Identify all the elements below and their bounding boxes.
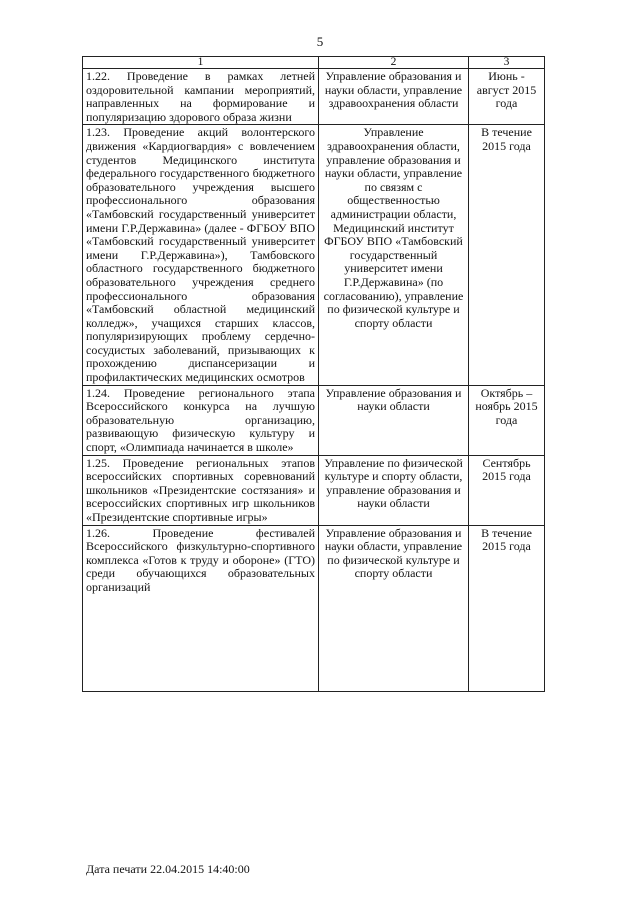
print-date: Дата печати 22.04.2015 14:40:00 xyxy=(86,862,250,876)
table-row xyxy=(83,455,545,525)
table-row xyxy=(83,125,545,385)
table-row xyxy=(83,69,545,125)
column-header-2: 2 xyxy=(319,57,469,69)
activity-cell: 1.24. Проведение регионального этапа Всероссийского конкурса на лучшую образовательную организацию, развивающую физическую культуру и спорт, «Олимпиада начинается в школе» xyxy=(83,385,319,455)
table-header-row xyxy=(83,57,545,69)
responsible-cell: Управление по физической культуре и спорту области, управление образования и науки области xyxy=(319,455,469,525)
column-header-1: 1 xyxy=(83,57,319,69)
period-cell: Октябрь – ноябрь 2015 года xyxy=(469,385,545,455)
period-cell: Сентябрь 2015 года xyxy=(469,455,545,525)
table-row xyxy=(83,385,545,455)
responsible-cell: Управление здравоохранения области, управление образования и науки области, управление по связям с общественностью администрации области, Медицинский институт ФГБОУ ВПО «Тамбовский государственный университет имени Г.Р.Державина» (по согласованию), управление по физической культуре и спорту области xyxy=(319,125,469,385)
table-row xyxy=(83,525,545,691)
activity-cell: 1.23. Проведение акций волонтерского движения «Кардиогвардия» с вовлечением студентов Медицинского института федерального государственного бюджетного образовательного учреждения высшего профессионального образования «Тамбовский государственный университет имени Г.Р.Державина» (далее - ФГБОУ ВПО «Тамбовский государственный университет имени Г.Р.Державина»), Тамбовского областного государственного бюджетного образовательного учреждения среднего профессионального образования «Тамбовский областной медицинский колледж», учащихся старших классов, популяризирующих проблему сердечно-сосудистых заболеваний, призывающих к прохождению диспансеризации и профилактических медицинских осмотров xyxy=(83,125,319,385)
period-cell: В течение 2015 года xyxy=(469,125,545,385)
page-number: 5 xyxy=(316,34,324,49)
responsible-cell: Управление образования и науки области xyxy=(319,385,469,455)
period-cell: Июнь - август 2015 года xyxy=(469,69,545,125)
column-header-3: 3 xyxy=(469,57,545,69)
period-cell: В течение 2015 года xyxy=(469,525,545,691)
activities-table xyxy=(82,56,545,692)
responsible-cell: Управление образования и науки области, управление здравоохранения области xyxy=(319,69,469,125)
activity-cell: 1.26. Проведение фестивалей Всероссийского физкультурно-спортивного комплекса «Готов к труду и обороне» (ГТО) среди обучающихся образовательных организаций xyxy=(83,525,319,691)
activity-cell: 1.25. Проведение региональных этапов всероссийских спортивных соревнований школьников «Президентские состязания» и всероссийских спортивных игр школьников «Президентские спортивные игры» xyxy=(83,455,319,525)
responsible-cell: Управление образования и науки области, управление по физической культуре и спорту области xyxy=(319,525,469,691)
activity-cell: 1.22. Проведение в рамках летней оздоровительной кампании мероприятий, направленных на формирование и популяризацию здорового образа жизни xyxy=(83,69,319,125)
